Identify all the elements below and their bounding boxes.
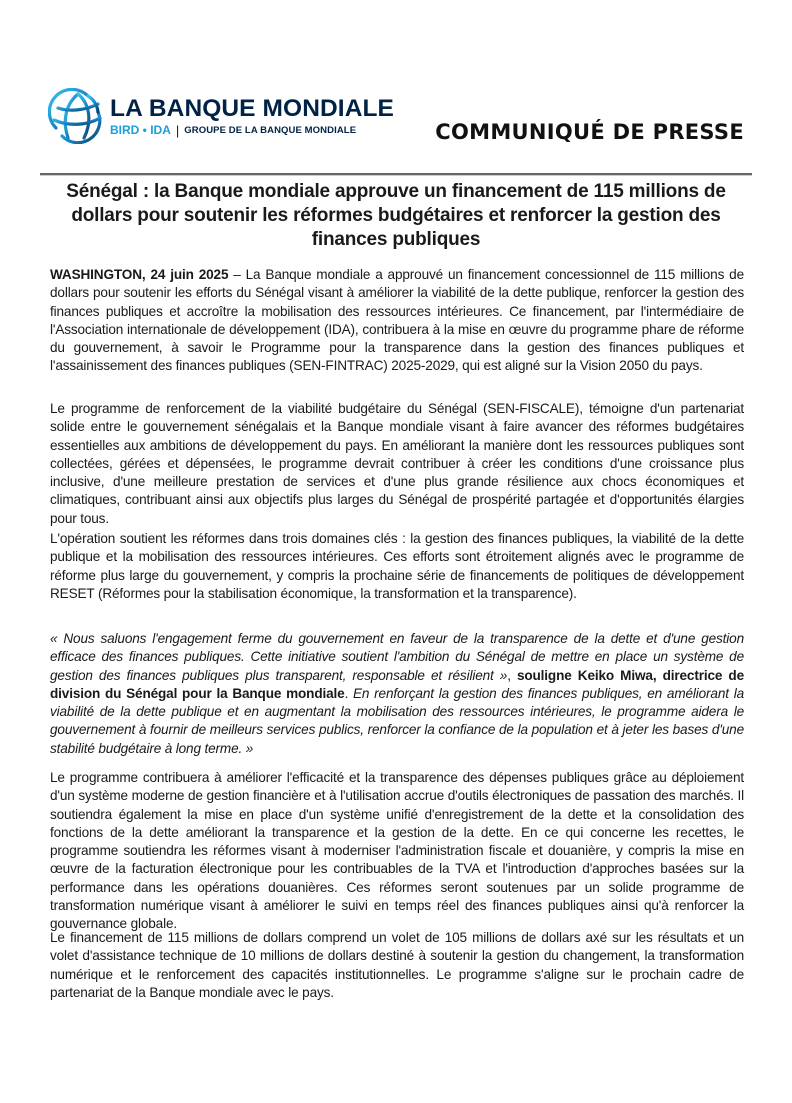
- paragraph-2: Le programme de renforcement de la viabilité budgétaire du Sénégal (SEN-FISCALE), témoigne d'un partenariat solide entre le gouvernement sénégalais et la Banque mondiale visant à faire avancer des réformes budgétaires essentielles aux ambitions de développement du pays. En améliorant la manière dont les ressources publiques sont collectées, gérées et dépensées, le programme devrait contribuer à créer les conditions d'une croissance plus inclusive, d'une meilleure prestation de services et d'une plus grande résilience aux chocs économiques et climatiques, contribuant ainsi aux objectifs plus larges du Sénégal de prospérité partagée et d'opportunités élargies pour tous.: [50, 401, 744, 526]
- paragraph-1-text: – La Banque mondiale a approuvé un financement concessionnel de 115 millions de dollars pour soutenir les efforts du Sénégal visant à améliorer la viabilité de la dette publique, renforcer la gestion des finances publiques et accroître la mobilisation des ressources intérieures. Ce financement, par l'intermédiaire de l'Association internationale de développement (IDA), contribuera à la mise en œuvre du programme phare de réforme du gouvernement, à savoir le Programme pour la transparence dans la gestion des finances publiques et l'assainissement des finances publiques (SEN-FINTRAC) 2025-2029, qui est aligné sur la Vision 2050 du pays.: [50, 267, 744, 374]
- paragraph-6: Le financement de 115 millions de dollars comprend un volet de 105 millions de dollars axé sur les résultats et un volet d'assistance technique de 10 millions de dollars destiné à soutenir la gestion du changement, la transformation numérique et le renforcement des capacités institutionnelles. Le programme s'aligne sur le prochain cadre de partenariat de la Banque mondiale avec le pays.: [50, 930, 744, 1000]
- paragraph-5: Le programme contribuera à améliorer l'efficacité et la transparence des dépenses publiques grâce au déploiement d'un système moderne de gestion financière et à l'utilisation accrue d'outils électroniques de passation des marchés. Il soutiendra également la mise en place d'un système unifié d'enregistrement de la dette et la consolidation des fonctions de la dette améliorant la transparence et la gestion de la dette. En ce qui concerne les recettes, le programme soutiendra les réformes visant à moderniser l'administration fiscale et douanière, y compris la mise en œuvre de la facturation électronique pour les contribuables de la TVA et l'introduction d'approches basées sur la performance dans les opérations douanières. Ces réformes seront soutenues par un solide programme de transformation numérique visant à améliorer le suivi en temps réel des finances publiques ainsi qu'à renforcer la gouvernance globale.: [50, 770, 744, 932]
- logo-name: LA BANQUE MONDIALE: [110, 94, 394, 122]
- quote-part-1: « Nous saluons l'engagement ferme du gouvernement en faveur de la transparence de la dette et d'une gestion efficace des finances publiques. Cette initiative soutient l'ambition du Sénégal de mettre en place un système de gestion des finances publiques plus transparent, responsable et résilient »: [50, 631, 744, 683]
- logo-group-name: GROUPE DE LA BANQUE MONDIALE: [184, 124, 357, 136]
- header-divider: [40, 173, 752, 176]
- quote-attribution: souligne Keiko Miwa, directrice de division du Sénégal pour la Banque mondiale: [50, 667, 744, 701]
- logo-bird-ida: BIRD • IDA: [110, 122, 171, 137]
- world-bank-logo: [48, 86, 394, 146]
- logo-separator: |: [175, 122, 180, 138]
- paragraph-4-quote: [50, 630, 744, 758]
- paragraph-1: [50, 266, 744, 376]
- quote-part-2: En renforçant la gestion des finances publiques, en améliorant la viabilité de la dette publique et en augmentant la mobilisation des ressources intérieures, le programme aidera le gouvernement à fournir de meilleurs services publics, renforcer la confiance de la population et à jeter les bases d'une stabilité budgétaire à long terme. »: [50, 685, 744, 756]
- dateline: WASHINGTON, 24 juin 2025: [50, 267, 229, 282]
- headline: Sénégal : la Banque mondiale approuve un financement de 115 millions de dollars pour soutenir les réformes budgétaires et renforcer la gestion des finances publiques: [66, 181, 726, 250]
- world-bank-globe-icon: [48, 88, 104, 144]
- quote-period: .: [344, 685, 354, 701]
- document-type-title: COMMUNIQUÉ DE PRESSE: [435, 120, 744, 144]
- quote-comma: ,: [507, 667, 517, 683]
- paragraph-3: L'opération soutient les réformes dans trois domaines clés : la gestion des finances publiques, la viabilité de la dette publique et la mobilisation des ressources intérieures. Ces efforts sont étroitement alignés avec le programme de réforme plus large du gouvernement, y compris la prochaine série de financements de politiques de développement RESET (Réformes pour la stabilisation économique, la transformation et la transparence).: [50, 531, 744, 601]
